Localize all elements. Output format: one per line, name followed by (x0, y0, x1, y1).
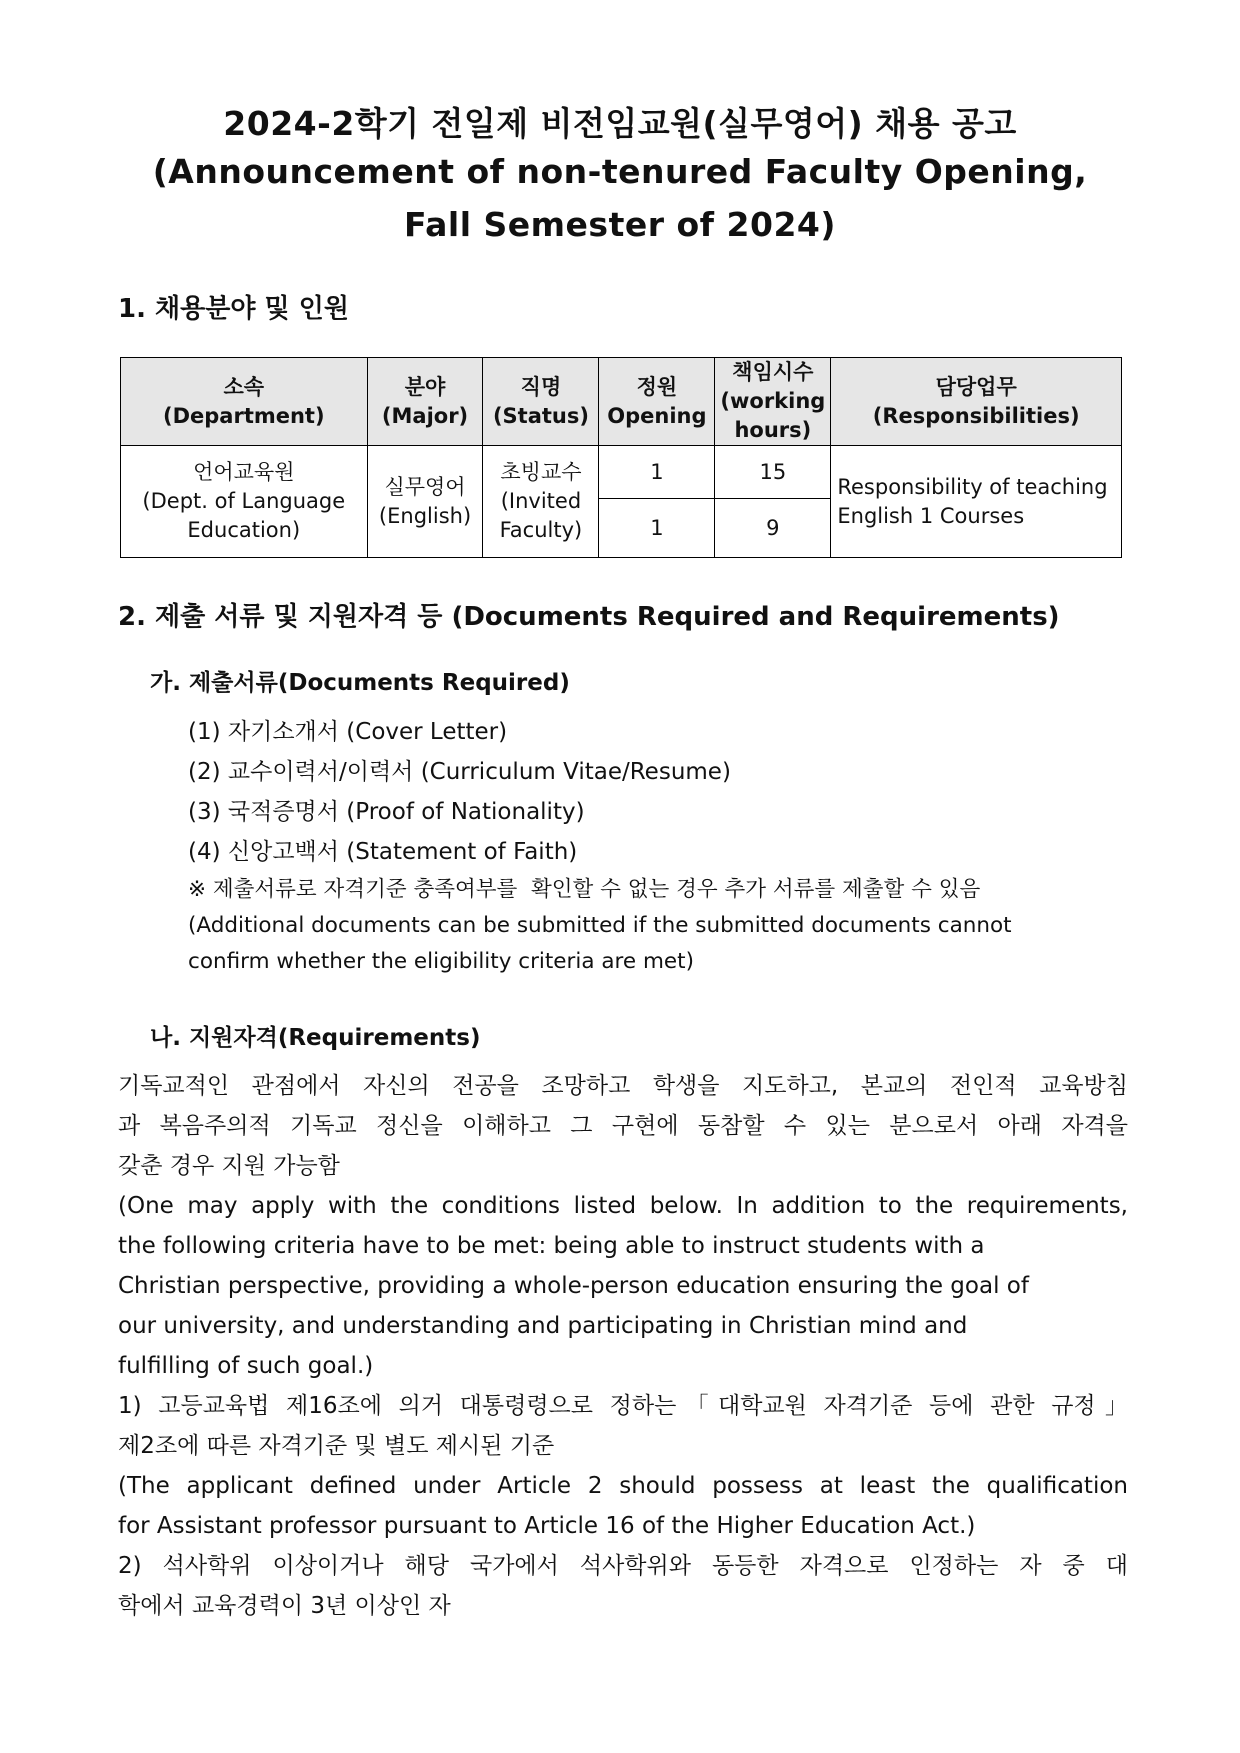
header-major: 분야 (Major) (367, 358, 483, 446)
page-subtitle-line1: (Announcement of non-tenured Faculty Opening, (152, 152, 1088, 191)
cell-department: 언어교육원 (Dept. of Language Education) (121, 446, 368, 558)
cell-hours: 9 (715, 499, 831, 558)
table-row (121, 446, 1122, 499)
documents-note: ※ 제출서류로 자격기준 충족여부를 확인할 수 없는 경우 추가 서류를 제출할 수 있음 (Additional documents can be submitted if the submitted documents cannot confirm whether the eligibility criteria are met) (188, 877, 1012, 974)
header-responsibilities: 담당업무 (Responsibilities) (831, 358, 1122, 446)
cell-hours: 15 (715, 446, 831, 499)
intro-line: 과 복음주의적 기독교 정신을 이해하고 그 구현에 동참할 수 있는 분으로서 아래 자격을 (118, 1113, 1128, 1139)
page-title: 2024-2학기 전일제 비전임교원(실무영어) 채용 공고 (223, 104, 1017, 143)
list-item: (2) 교수이력서/이력서 (Curriculum Vitae/Resume) (188, 759, 731, 785)
requirement-1-en: for Assistant professor pursuant to Article 16 of the Higher Education Act.) (118, 1513, 976, 1539)
cell-status: 초빙교수 (Invited Faculty) (483, 446, 599, 558)
cell-opening: 1 (599, 499, 715, 558)
positions-table (120, 357, 1122, 558)
cell-responsibilities: Responsibility of teaching English 1 Courses (831, 446, 1122, 558)
section2-heading: 2. 제출 서류 및 지원자격 등 (Documents Required and Requirements) (118, 602, 1060, 632)
requirement-1: 1) 고등교육법 제16조에 의거 대통령령으로 정하는「대학교원 자격기준 등에 관한 규정」 (118, 1393, 1128, 1419)
header-opening: 정원 Opening (599, 358, 715, 446)
header-department: 소속 (Department) (121, 358, 368, 446)
section1-heading: 1. 채용분야 및 인원 (118, 294, 349, 324)
cell-major: 실무영어 (English) (367, 446, 483, 558)
intro-line: 갖춘 경우 지원 가능함 (118, 1153, 340, 1179)
intro-en-line: Christian perspective, providing a whole-person education ensuring the goal of (118, 1273, 1029, 1299)
requirement-1: 제2조에 따른 자격기준 및 별도 제시된 기준 (118, 1433, 555, 1459)
table-header-row (121, 358, 1122, 446)
intro-en-line: (One may apply with the conditions listed below. In addition to the requirements, (118, 1193, 1128, 1219)
intro-line: 기독교적인 관점에서 자신의 전공을 조망하고 학생을 지도하고, 본교의 전인적 교육방침 (118, 1073, 1128, 1099)
header-working-hours: 책임시수 (working hours) (715, 358, 831, 446)
page-subtitle-line2: Fall Semester of 2024) (404, 205, 836, 244)
requirements-subheading: 나. 지원자격(Requirements) (150, 1025, 481, 1051)
requirement-2: 2) 석사학위 이상이거나 해당 국가에서 석사학위와 동등한 자격으로 인정하는 자 중 대 (118, 1553, 1128, 1579)
list-item: (1) 자기소개서 (Cover Letter) (188, 719, 508, 745)
intro-en-line: the following criteria have to be met: being able to instruct students with a (118, 1233, 985, 1259)
header-status: 직명 (Status) (483, 358, 599, 446)
cell-opening: 1 (599, 446, 715, 499)
requirement-2: 학에서 교육경력이 3년 이상인 자 (118, 1593, 451, 1619)
list-item: (4) 신앙고백서 (Statement of Faith) (188, 839, 578, 865)
documents-subheading: 가. 제출서류(Documents Required) (150, 670, 570, 696)
list-item: (3) 국적증명서 (Proof of Nationality) (188, 799, 585, 825)
requirement-1-en: (The applicant defined under Article 2 should possess at least the qualification (118, 1473, 1128, 1499)
intro-en-line: our university, and understanding and participating in Christian mind and (118, 1313, 968, 1339)
intro-en-line: fulfilling of such goal.) (118, 1353, 374, 1379)
requirements-body (118, 1066, 1128, 1626)
